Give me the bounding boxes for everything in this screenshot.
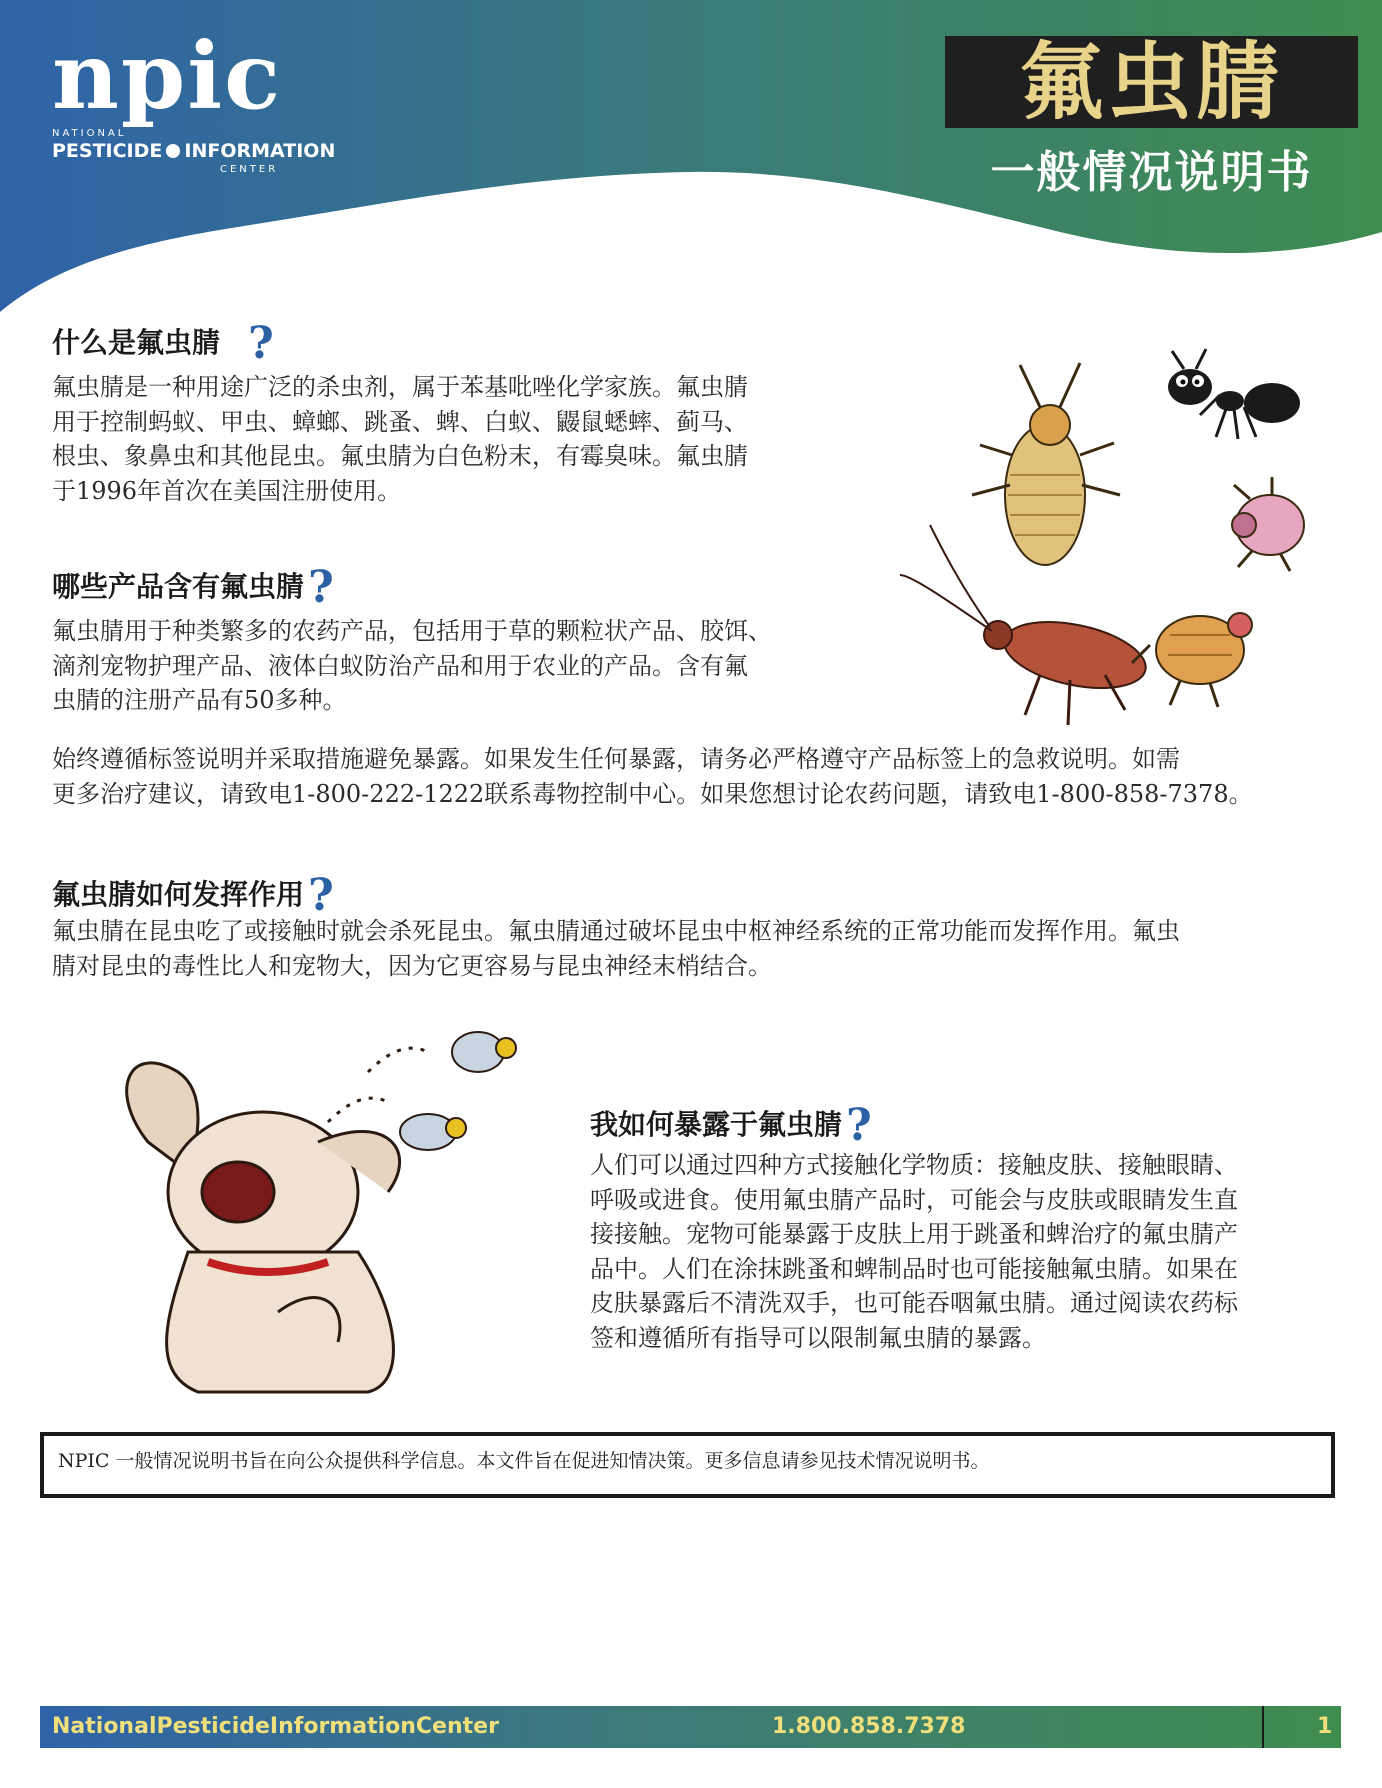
page-subtitle: 一般情况说明书	[990, 147, 1313, 198]
flea-icon	[1132, 613, 1252, 707]
tick-icon	[1232, 477, 1304, 571]
para-exposure	[590, 1148, 1238, 1355]
page-number: 1	[1317, 1714, 1333, 1739]
dog-illustration	[88, 1012, 548, 1412]
logo-dot-icon	[166, 144, 180, 158]
heading-products	[52, 562, 334, 613]
para-how	[52, 914, 1180, 983]
heading-exposure-text: 我如何暴露于氟虫腈	[590, 1108, 843, 1141]
footer-phone[interactable]: 1.800.858.7378	[772, 1714, 966, 1739]
logo-national: NATIONAL	[52, 128, 127, 139]
heading-what	[52, 318, 274, 369]
dog-icon	[127, 1063, 400, 1392]
para-products-line: 滴剂宠物护理产品、液体白蚁防治产品和用于农业的产品。含有氟	[52, 651, 748, 680]
npic-logo[interactable]	[52, 22, 336, 180]
para-exposure-line: 呼吸或进食。使用氟虫腈产品时，可能会与皮肤或眼睛发生直	[590, 1185, 1238, 1214]
footer-divider	[1262, 1706, 1264, 1748]
question-mark-icon: ?	[248, 318, 274, 369]
para-what-line: 氟虫腈是一种用途广泛的杀虫剂，属于苯基吡唑化学家族。氟虫腈	[52, 373, 748, 401]
logo-center: CENTER	[220, 164, 279, 175]
para-exposure-line: 品中。人们在涂抹跳蚤和蜱制品时也可能接触氟虫腈。如果在	[590, 1254, 1238, 1283]
para-label-line: 更多治疗建议，请致电1-800-222-1222联系毒物控制中心。如果您想讨论农药问题，请致电1-800-858-7378。	[52, 779, 1253, 808]
question-mark-icon: ?	[308, 870, 334, 921]
heading-how-text: 氟虫腈如何发挥作用	[52, 878, 305, 911]
logo-word: npic	[52, 22, 283, 130]
para-exposure-line: 皮肤暴露后不清洗双手，也可能吞咽氟虫腈。通过阅读农药标	[590, 1289, 1238, 1317]
para-label-line: 始终遵循标签说明并采取措施避免暴露。如果发生任何暴露，请务必严格遵守产品标签上的急救说明。如需	[52, 745, 1180, 773]
heading-exposure	[590, 1100, 872, 1151]
para-label	[52, 742, 1253, 811]
para-what	[52, 370, 748, 508]
para-exposure-line: 人们可以通过四种方式接触化学物质：接触皮肤、接触眼睛、	[590, 1151, 1238, 1179]
termite-icon	[972, 363, 1120, 565]
question-mark-icon: ?	[846, 1100, 872, 1151]
logo-pesticide: PESTICIDE	[52, 140, 163, 162]
heading-products-text: 哪些产品含有氟虫腈	[52, 570, 305, 603]
para-products-line: 氟虫腈用于种类繁多的农药产品，包括用于草的颗粒状产品、胶饵、	[52, 617, 772, 645]
para-products-line: 虫腈的注册产品有50多种。	[52, 686, 347, 714]
para-products	[52, 614, 772, 718]
footer-org-name: NationalPesticideInformationCenter	[52, 1714, 499, 1739]
para-exposure-line: 签和遵循所有指导可以限制氟虫腈的暴露。	[590, 1323, 1046, 1352]
notice-box: NPIC 一般情况说明书旨在向公众提供科学信息。本文件旨在促进知情决策。更多信息请参见技术情况说明书。	[40, 1432, 1335, 1498]
footer-bar	[40, 1706, 1341, 1748]
ant-icon	[1168, 349, 1300, 439]
para-how-line: 腈对昆虫的毒性比人和宠物大，因为它更容易与昆虫神经末梢结合。	[52, 951, 772, 980]
insects-illustration	[900, 345, 1320, 735]
para-what-line: 根虫、象鼻虫和其他昆虫。氟虫腈为白色粉末，有霉臭味。氟虫腈	[52, 442, 748, 470]
logo-information: INFORMATION	[184, 140, 336, 162]
page-title: 氟虫腈	[945, 36, 1358, 128]
para-what-line: 于1996年首次在美国注册使用。	[52, 476, 402, 505]
para-exposure-line: 接接触。宠物可能暴露于皮肤上用于跳蚤和蜱治疗的氟虫腈产	[590, 1220, 1238, 1248]
logo-line	[52, 140, 335, 162]
question-mark-icon: ?	[308, 562, 334, 613]
heading-what-text: 什么是氟虫腈	[52, 326, 221, 359]
para-how-line: 氟虫腈在昆虫吃了或接触时就会杀死昆虫。氟虫腈通过破坏昆虫中枢神经系统的正常功能而发挥作用。氟虫	[52, 917, 1180, 945]
para-what-line: 用于控制蚂蚁、甲虫、蟑螂、跳蚤、蜱、白蚁、鼹鼠蟋蟀、蓟马、	[52, 407, 748, 436]
